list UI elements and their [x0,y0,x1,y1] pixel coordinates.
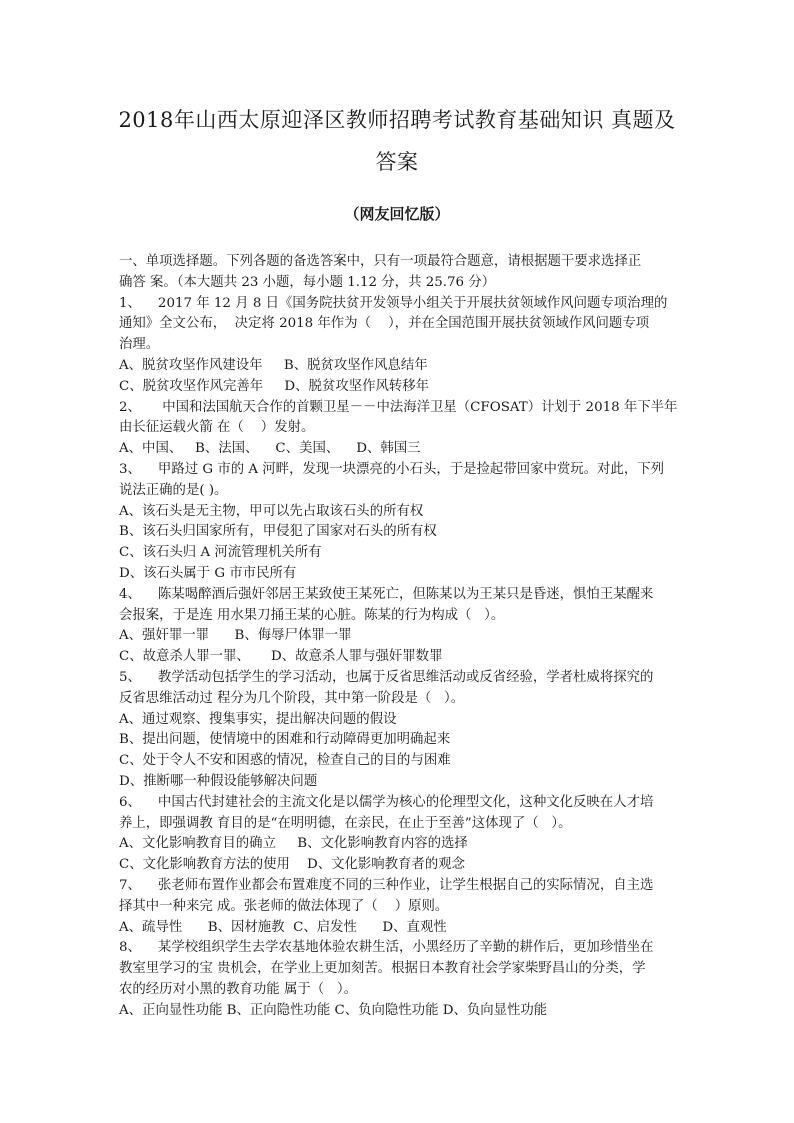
body-line: 反省思维活动过 程分为几个阶段，其中第一阶段是（ ）。 [119,690,465,706]
body-line: A、文化影响教育目的确立 B、文化影响教育内容的选择 [119,836,468,852]
body-line: C、处于令人不安和困惑的情况，检查自己的目的与困难 [119,753,451,769]
body-line: A、脱贫攻坚作风建设年 B、脱贫攻坚作风息结年 [119,357,428,373]
body-line: 确答 案。（本大题共 23 小题，每小题 1.12 分，共 25.76 分） [119,274,496,290]
body-line: 择其中一种来完 成。张老师的做法体现了（ ）原则。 [119,898,449,914]
body-line: 养上，即强调教 育目的是“在明明德，在亲民，在止于至善”这体现了（ ）。 [119,815,572,831]
body-line: 会报案，于是连 用水果刀捅王某的心脏。陈某的行为构成（ ）。 [119,607,505,623]
body-line: 一、单项选择题。下列各题的备选答案中，只有一项最符合题意，请根据题干要求选择正 [119,254,642,269]
body-line: 3、 甲路过 G 市的 A 河畔，发现一块漂亮的小石头，于是捡起带回家中赏玩。对此，下列 [119,461,664,477]
body-line: C、文化影响教育方法的使用 D、文化影响教育者的观念 [119,857,465,873]
body-line: B、提出问题，使情境中的困难和行动障碍更加明确起来 [119,732,451,748]
body-line: A、中国、 B、法国、 C、美国、 D、韩国三 [119,441,421,457]
body-line: A、通过观察、搜集事实，提出解决问题的假设 [119,711,397,727]
body-line: 教室里学习的宝 贵机会，在学业上更加刻苦。根据日本教育社会学家柴野昌山的分类，学 [119,961,646,977]
body-line: A、强奸罪一罪 B、侮辱尸体罪一罪 [119,628,352,644]
body-line: D、该石头属于 G 市市民所有 [119,565,297,581]
document-body [119,252,679,1021]
body-line: 6、 中国古代封建社会的主流文化是以儒学为核心的伦理型文化，这种文化反映在人才培 [119,794,654,810]
body-line: A、正向显性功能 B、正向隐性功能 C、负向隐性功能 D、负向显性功能 [119,1002,548,1018]
document-title-line-2: 答案 [375,150,419,174]
body-line: 2、 中国和法国航天合作的首颗卫星－－中法海洋卫星（CFOSAT）计划于 2018 年下半年 [119,399,678,415]
body-line: D、推断哪一种假设能够解决问题 [119,773,318,789]
body-line: C、该石头归 A 河流管理机关所有 [119,545,322,561]
body-line: 说法正确的是( )。 [119,482,228,498]
body-line: C、故意杀人罪一罪、 D、故意杀人罪与强奸罪数罪 [119,649,443,665]
document-title-line-1: 2018年山西太原迎泽区教师招聘考试教育基础知识 真题及 [118,108,676,132]
body-line: C、脱贫攻坚作风完善年 D、脱贫攻坚作风转移年 [119,378,430,394]
body-line: 治理。 [119,337,160,353]
body-line: 5、 教学活动包括学生的学习活动，也属于反省思维活动或反省经验，学者杜威将探究的 [119,669,654,685]
body-line: A、疏导性 B、因材施教 C、启发性 D、直观性 [119,919,447,935]
body-line: 1、 2017 年 12 月 8 日《国务院扶贫开发领导小组关于开展扶贫领域作风问题专项治理的 [119,295,668,311]
body-line: 农的经历对小黑的教育功能 属于（ ）。 [119,981,357,997]
body-line: 通知》全文公布， 决定将 2018 年作为（ ），并在全国范围开展扶贫领域作风问题专项 [119,316,650,332]
document-subtitle: （网友回忆版） [344,205,450,223]
body-line: 4、 陈某喝醉酒后强奸邻居王某致使王某死亡，但陈某以为王某只是昏迷，惧怕王某醒来 [119,586,654,602]
body-line: 8、 某学校组织学生去学农基地体验农耕生活，小黑经历了辛勤的耕作后，更加珍惜坐在 [119,940,654,956]
body-line: B、该石头归国家所有，甲侵犯了国家对石头的所有权 [119,524,437,540]
body-line: 由长征运载火箭 在（ ）发射。 [119,420,315,436]
body-line: A、该石头是无主物，甲可以先占取该石头的所有权 [119,503,424,519]
body-line: 7、 张老师布置作业都会布置难度不同的三种作业，让学生根据自己的实际情况，自主选 [119,877,654,893]
